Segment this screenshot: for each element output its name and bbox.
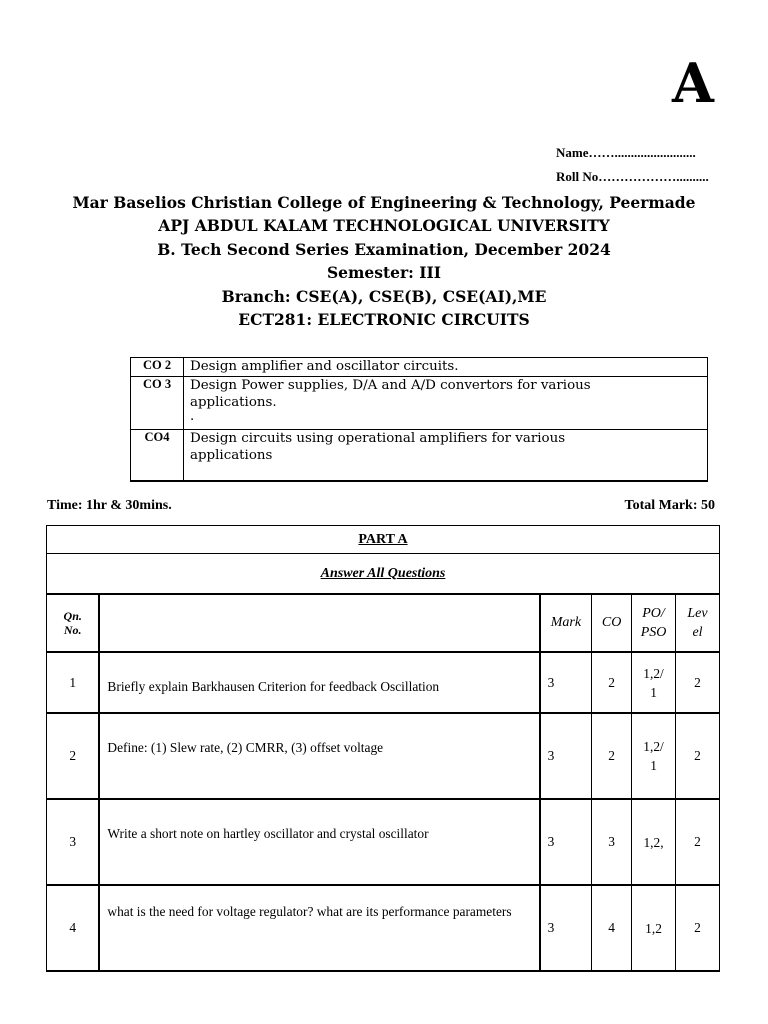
question-text: what is the need for voltage regulator? what are its performance parameters — [99, 885, 539, 971]
question-po-pso — [632, 799, 676, 885]
instruction: Answer All Questions — [47, 554, 720, 595]
question-number: 2 — [47, 713, 100, 799]
qn-header-line: No. — [63, 623, 82, 637]
course-outcome-row — [131, 429, 708, 481]
co-description-line: applications — [190, 448, 273, 463]
semester: Semester: III — [326, 263, 442, 283]
co-description-line: Design amplifier and oscillator circuits. — [190, 359, 459, 374]
co-description-line: applications. — [190, 395, 277, 410]
po-pso-header — [632, 594, 676, 652]
course-outcome-row — [131, 358, 708, 377]
university-name: APJ ABDUL KALAM TECHNOLOGICAL UNIVERSITY — [158, 216, 610, 236]
question-po-pso — [632, 713, 676, 799]
exam-duration: Time: 1hr & 30mins. — [47, 498, 172, 513]
question-co: 2 — [592, 652, 632, 713]
question-header — [99, 594, 539, 652]
co-description-line: Design Power supplies, D/A and A/D convertors for various — [190, 377, 591, 393]
column-header-row — [47, 594, 720, 652]
qn-header-line: Qn. — [63, 609, 82, 623]
level-header-line: el — [692, 625, 703, 640]
question-mark: 3 — [540, 799, 592, 885]
question-text: Define: (1) Slew rate, (2) CMRR, (3) offset voltage — [99, 713, 539, 799]
question-level: 2 — [676, 885, 720, 971]
question-row — [47, 885, 720, 971]
co-description — [184, 429, 708, 481]
co-description — [184, 358, 708, 377]
question-text: Briefly explain Barkhausen Criterion for feedback Oscillation — [99, 652, 539, 713]
question-number: 3 — [47, 799, 100, 885]
roll-number-field-label: Roll No……………….......... — [556, 169, 709, 184]
part-heading: PART A — [47, 526, 720, 554]
co-description — [184, 376, 708, 429]
question-co: 4 — [592, 885, 632, 971]
po-header-line: PSO — [640, 625, 667, 640]
branch: Branch: CSE(A), CSE(B), CSE(AI),ME — [221, 286, 547, 306]
question-mark: 3 — [540, 652, 592, 713]
exam-title: B. Tech Second Series Examination, December 2024 — [157, 239, 611, 259]
po-line: 1,2/ — [643, 739, 664, 754]
question-mark: 3 — [540, 713, 592, 799]
question-number: 1 — [47, 652, 100, 713]
question-level: 2 — [676, 799, 720, 885]
student-info — [556, 144, 709, 192]
qn-no-header — [47, 594, 100, 652]
course-outcome-row — [131, 376, 708, 429]
question-row — [47, 652, 720, 713]
question-row — [47, 799, 720, 885]
question-mark: 3 — [540, 885, 592, 971]
mark-header: Mark — [540, 594, 592, 652]
question-number: 4 — [47, 885, 100, 971]
question-level: 2 — [676, 652, 720, 713]
question-level: 2 — [676, 713, 720, 799]
course-title: ECT281: ELECTRONIC CIRCUITS — [238, 309, 530, 329]
co-description-line: Design circuits using operational amplifiers for various — [190, 430, 566, 446]
course-outcomes-table — [130, 357, 708, 482]
part-heading-row — [47, 526, 720, 554]
question-co: 2 — [592, 713, 632, 799]
po-line: 1,2/ — [643, 665, 664, 681]
co-id: CO 2 — [131, 358, 184, 377]
questions-table — [46, 525, 720, 972]
paper-set-code: A — [672, 51, 714, 115]
question-po-pso — [632, 652, 676, 713]
level-header-line: Lev — [687, 606, 708, 621]
co-header: CO — [592, 594, 632, 652]
name-field-label: Name……......................... — [556, 145, 696, 160]
question-co: 3 — [592, 799, 632, 885]
instruction-row — [47, 554, 720, 595]
co-id: CO 3 — [131, 376, 184, 429]
po-line: 1 — [650, 684, 657, 700]
question-po-pso — [632, 885, 676, 971]
question-text: Write a short note on hartley oscillator and crystal oscillator — [99, 799, 539, 885]
po-line: 1,2, — [643, 834, 664, 850]
level-header — [676, 594, 720, 652]
po-line: 1 — [650, 758, 657, 773]
total-mark: Total Mark: 50 — [624, 498, 715, 513]
po-header-line: PO/ — [642, 606, 665, 621]
co-description-line: . — [190, 408, 195, 424]
college-name: Mar Baselios Christian College of Engineering & Technology, Peermade — [72, 193, 696, 212]
co-id: CO4 — [131, 429, 184, 481]
exam-header — [0, 191, 768, 331]
question-row — [47, 713, 720, 799]
po-line: 1,2 — [645, 920, 662, 936]
